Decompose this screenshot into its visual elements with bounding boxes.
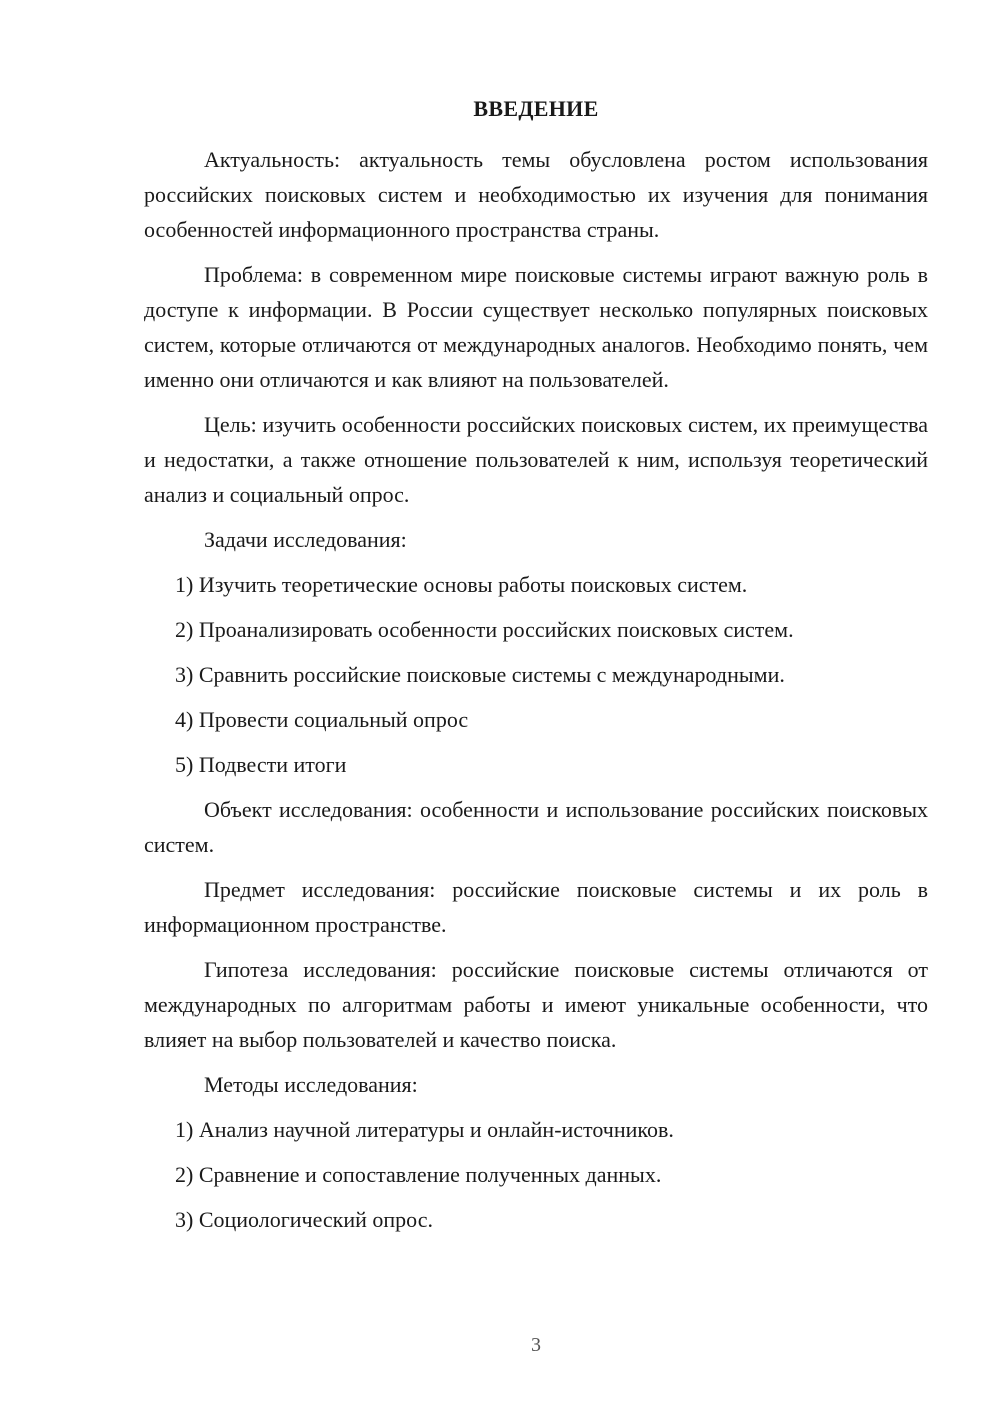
page-title: ВВЕДЕНИЕ (473, 96, 599, 121)
subject-paragraph: Предмет исследования: российские поисковые системы и их роль в информационном пространстве. (144, 877, 928, 937)
list-item: 4) Провести социальный опрос (175, 707, 469, 732)
list-item: 5) Подвести итоги (175, 752, 347, 777)
problem-paragraph: Проблема: в современном мире поисковые системы играют важную роль в доступе к информации. В России существует несколько популярных поисковых систем, которые отличаются от международных аналогов. Необходимо понять, чем именно они отличаются и как влияют на пользователей. (144, 262, 928, 392)
list-item: 3) Сравнить российские поисковые системы с международными. (175, 662, 785, 687)
methods-list (144, 1112, 928, 1237)
list-item: 2) Сравнение и сопоставление полученных данных. (175, 1162, 662, 1187)
document-body (144, 142, 928, 1247)
tasks-heading: Задачи исследования: (204, 527, 407, 552)
relevance-paragraph: Актуальность: актуальность темы обусловлена ростом использования российских поисковых систем и необходимостью их изучения для понимания особенностей информационного пространства страны. (144, 147, 928, 242)
page-number: 3 (531, 1334, 541, 1356)
list-item: 3) Социологический опрос. (175, 1207, 433, 1232)
goal-paragraph: Цель: изучить особенности российских поисковых систем, их преимущества и недостатки, а также отношение пользователей к ним, используя теоретический анализ и социальный опрос. (144, 412, 928, 507)
list-item: 1) Изучить теоретические основы работы поисковых систем. (175, 572, 748, 597)
object-paragraph: Объект исследования: особенности и использование российских поисковых систем. (144, 797, 928, 857)
hypothesis-paragraph: Гипотеза исследования: российские поисковые системы отличаются от международных по алгоритмам работы и имеют уникальные особенности, что влияет на выбор пользователей и качество поиска. (144, 957, 928, 1052)
tasks-list (144, 567, 928, 782)
methods-heading: Методы исследования: (204, 1072, 418, 1097)
list-item: 1) Анализ научной литературы и онлайн-источников. (175, 1117, 674, 1142)
list-item: 2) Проанализировать особенности российских поисковых систем. (175, 617, 794, 642)
